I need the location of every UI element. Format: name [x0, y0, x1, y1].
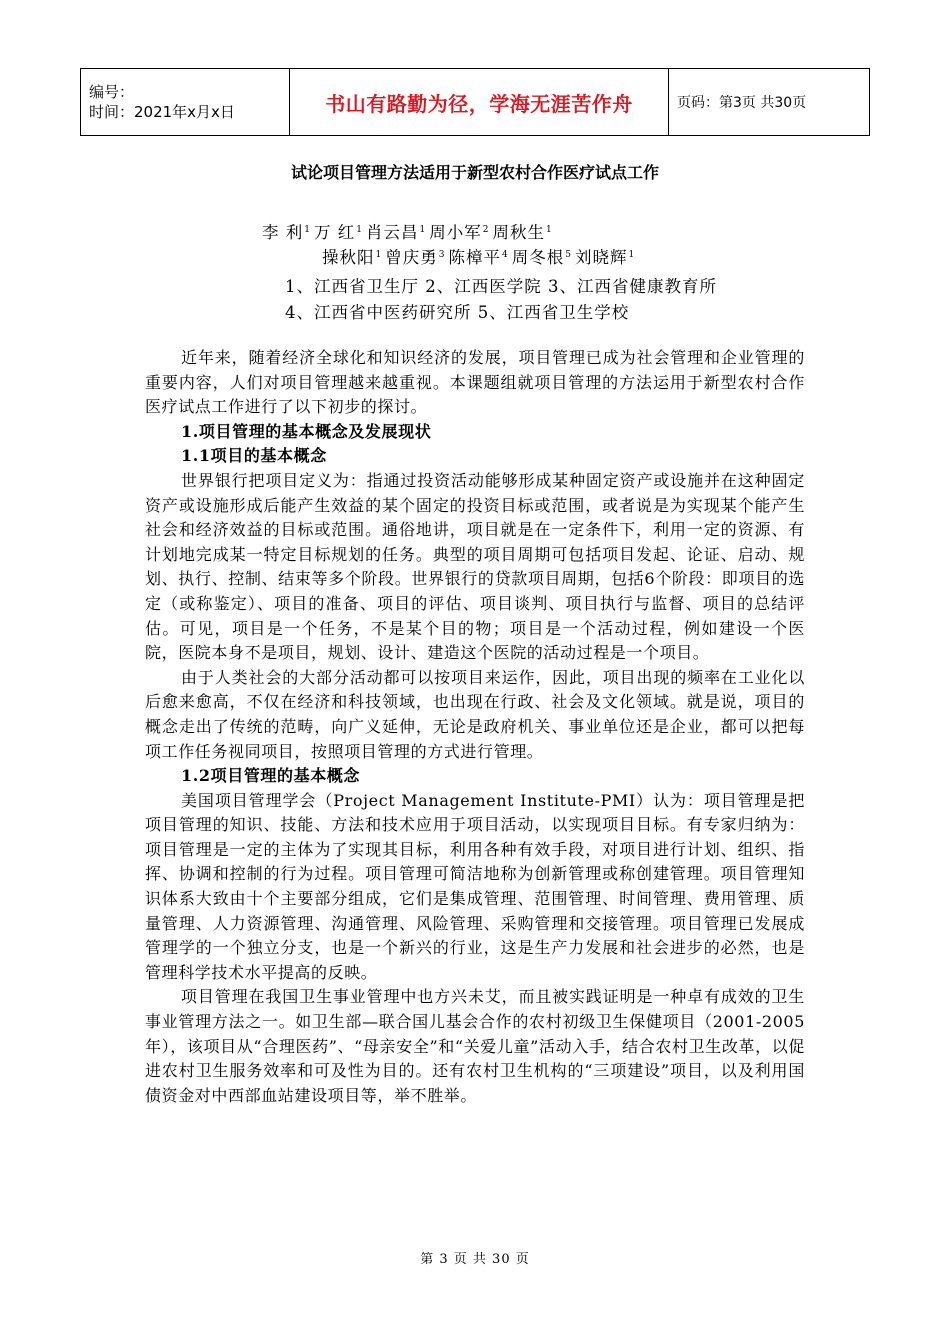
author-affiliation-marker: 1	[419, 224, 427, 235]
author-line-2	[322, 244, 638, 268]
author-line-1	[262, 219, 556, 243]
author-name: 操秋阳	[322, 248, 375, 267]
author-name: 周小军	[429, 223, 482, 242]
body-paragraph: 美国项目管理学会（Project Management Institute-PMI）认为：项目管理是把项目管理的知识、技能、方法和技术应用于项目活动，以实现项目目标。有专家归纳为：项目管理是一定的主体为了实现其目标，利用各种有效手段，对项目进行计划、组织、指挥、协调和控制的行为过程。项目管理可简洁地称为创新管理或称创建管理。项目管理知识体系大致由十个主要部分组成，它们是集成管理、范围管理、时间管理、费用管理、质量管理、人力资源管理、沟通管理、风险管理、采购管理和交接管理。项目管理已发展成管理学的一个独立分支，也是一个新兴的行业，这是生产力发展和社会进步的必然，也是管理科学技术水平提高的反映。	[145, 790, 805, 982]
page-footer: 第 3 页 共 30 页	[420, 1252, 530, 1267]
author-name: 刘晓辉	[574, 248, 628, 267]
document-date-label: 时间：2021年x月x日	[89, 103, 235, 121]
author-affiliation-marker: 1	[375, 249, 383, 260]
author-affiliation-marker: 3	[438, 249, 446, 260]
author-affiliation-marker: 5	[565, 249, 572, 260]
affiliation-line-1: 1、江西省卫生厅 2、江西医学院 3、江西省健康教育所	[285, 277, 717, 296]
author-affiliation-marker: 1	[304, 224, 311, 235]
author-affiliation-marker: 4	[501, 249, 509, 260]
author-affiliation-marker: 1	[356, 224, 363, 235]
document-number-label: 编号：	[89, 83, 135, 101]
author-affiliation-marker: 2	[482, 224, 490, 235]
document-body	[145, 346, 805, 1108]
author-affiliation-marker: 1	[628, 249, 636, 260]
author-name: 肖云昌	[365, 223, 419, 242]
intro-paragraph: 近年来，随着经济全球化和知识经济的发展，项目管理已成为社会管理和企业管理的重要内容，人们对项目管理越来越重视。本课题组就项目管理的方法运用于新型农村合作医疗试点工作进行了以下初步的探讨。	[145, 348, 805, 417]
body-paragraph: 由于人类社会的大部分活动都可以按项目来运作，因此，项目出现的频率在工业化以后愈来愈高，不仅在经济和科技领域，也出现在行政、社会及文化领域。就是说，项目的概念走出了传统的范畴，向广义延伸，无论是政府机关、事业单位还是企业，都可以把每项工作任务视同项目，按照项目管理的方式进行管理。	[145, 667, 805, 761]
author-name: 周秋生	[492, 223, 545, 242]
author-name: 李 利	[262, 223, 304, 242]
affiliation-line-2: 4、江西省中医药研究所 5、江西省卫生学校	[285, 303, 630, 322]
author-name: 曾庆勇	[385, 248, 438, 267]
author-name: 万 红	[313, 223, 356, 242]
subsection-heading-1-2: 1.2项目管理的基本概念	[181, 766, 361, 786]
author-affiliation-marker: 1	[545, 224, 553, 235]
subsection-heading-1-1: 1.1项目的基本概念	[181, 446, 327, 466]
header-motto: 书山有路勤为径，学海无涯苦作舟	[290, 69, 669, 136]
header-meta	[81, 69, 290, 136]
author-name: 陈樟平	[448, 248, 501, 267]
header-page-info: 页码：第3页 共30页	[669, 69, 870, 136]
header-table	[80, 68, 870, 136]
body-paragraph: 项目管理在我国卫生事业管理中也方兴未艾，而且被实践证明是一种卓有成效的卫生事业管理方法之一。如卫生部—联合国儿基会合作的农村初级卫生保健项目（2001-2005年），该项目从“合理医药”、“母亲安全”和“关爱儿童”活动入手，结合农村卫生改革，以促进农村卫生服务效率和可及性为目的。还有农村卫生机构的“三项建设”项目，以及利用国债资金对中西部血站建设项目等，举不胜举。	[145, 987, 805, 1105]
body-paragraph: 世界银行把项目定义为：指通过投资活动能够形成某种固定资产或设施并在这种固定资产或设施形成后能产生效益的某个固定的投资目标或范围，或者说是为实现某个能产生社会和经济效益的目标或范围。通俗地讲，项目就是在一定条件下，利用一定的资源、有计划地完成某一特定目标规划的任务。典型的项目周期可包括项目发起、论证、启动、规划、执行、控制、结束等多个阶段。世界银行的贷款项目周期，包括6个阶段：即项目的选定（或称鉴定）、项目的准备、项目的评估、项目谈判、项目执行与监督、项目的总结评估。可见，项目是一个任务，不是某个目的物；项目是一个活动过程，例如建设一个医院，医院本身不是项目，规划、设计、建造这个医院的活动过程是一个项目。	[145, 470, 805, 663]
section-heading-1: 1.项目管理的基本概念及发展现状	[181, 421, 432, 441]
document-title: 试论项目管理方法适用于新型农村合作医疗试点工作	[290, 163, 659, 182]
author-name: 周冬根	[511, 248, 565, 267]
